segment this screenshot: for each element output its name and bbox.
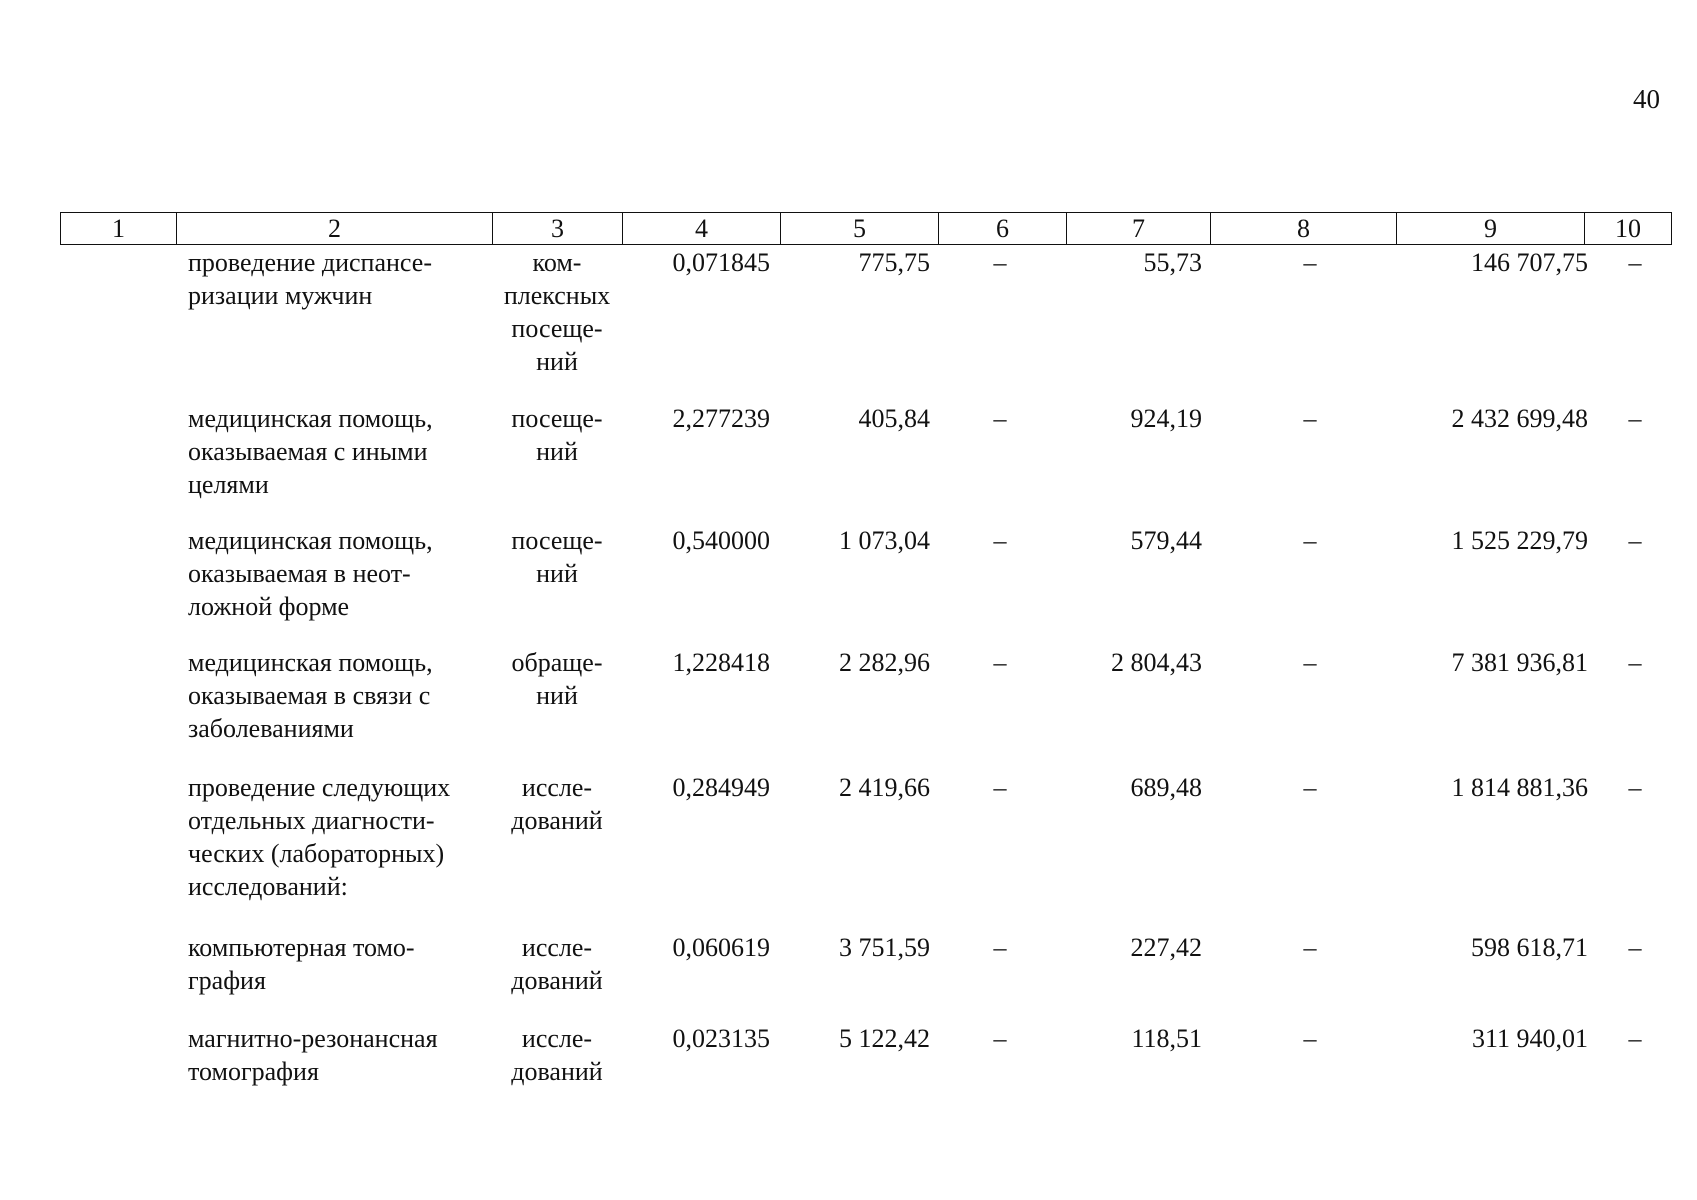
row-unit bbox=[496, 646, 618, 712]
cell-col-4: 0,071845 bbox=[672, 248, 770, 277]
cell-col-9: 7 381 936,81 bbox=[1451, 648, 1588, 677]
header-cell-2: 2 bbox=[177, 213, 493, 245]
unit-line: посеще- bbox=[511, 314, 603, 343]
cell-col-8: – bbox=[1303, 248, 1317, 277]
cell-col-6: – bbox=[993, 648, 1007, 677]
header-cell-5: 5 bbox=[781, 213, 939, 245]
name-line: заболеваниями bbox=[188, 714, 354, 743]
cell-col-7: 2 804,43 bbox=[1111, 648, 1202, 677]
cell-col-7: 689,48 bbox=[1130, 773, 1202, 802]
cell-col-4: 1,228418 bbox=[672, 648, 770, 677]
name-line: проведение диспансе- bbox=[188, 248, 432, 277]
name-line: магнитно-резонансная bbox=[188, 1024, 438, 1053]
row-unit bbox=[496, 931, 618, 997]
name-line: оказываемая в неот- bbox=[188, 559, 411, 588]
unit-line: посеще- bbox=[511, 404, 603, 433]
name-line: компьютерная томо- bbox=[188, 933, 415, 962]
name-line: ческих (лабораторных) bbox=[188, 839, 445, 868]
cell-col-10: – bbox=[1628, 404, 1642, 433]
cell-col-6: – bbox=[993, 773, 1007, 802]
cell-col-8: – bbox=[1303, 526, 1317, 555]
cell-col-5: 2 419,66 bbox=[839, 773, 930, 802]
row-name bbox=[188, 931, 480, 997]
row-name bbox=[188, 646, 480, 745]
cell-col-4: 0,023135 bbox=[672, 1024, 770, 1053]
unit-line: дований bbox=[511, 1057, 603, 1086]
cell-col-9: 2 432 699,48 bbox=[1451, 404, 1588, 433]
name-line: отдельных диагности- bbox=[188, 806, 435, 835]
name-line: ложной форме bbox=[188, 592, 350, 621]
name-line: медицинская помощь, bbox=[188, 648, 433, 677]
cell-col-10: – bbox=[1628, 248, 1642, 277]
unit-line: обраще- bbox=[511, 648, 603, 677]
header-cell-1: 1 bbox=[61, 213, 177, 245]
header-cell-4: 4 bbox=[623, 213, 781, 245]
cell-col-9: 598 618,71 bbox=[1471, 933, 1588, 962]
unit-line: иссле- bbox=[521, 773, 593, 802]
column-number-header bbox=[60, 212, 1672, 245]
header-cell-10: 10 bbox=[1585, 213, 1672, 245]
cell-col-10: – bbox=[1628, 1024, 1642, 1053]
unit-line: ний bbox=[536, 681, 578, 710]
name-line: медицинская помощь, bbox=[188, 526, 433, 555]
unit-line: ний bbox=[536, 559, 578, 588]
cell-col-6: – bbox=[993, 1024, 1007, 1053]
header-cell-6: 6 bbox=[939, 213, 1067, 245]
name-line: исследований: bbox=[188, 872, 348, 901]
unit-line: ний bbox=[536, 347, 578, 376]
name-line: графия bbox=[188, 966, 266, 995]
unit-line: иссле- bbox=[521, 933, 593, 962]
name-line: ризации мужчин bbox=[188, 281, 373, 310]
cell-col-4: 2,277239 bbox=[672, 404, 770, 433]
cell-col-10: – bbox=[1628, 648, 1642, 677]
cell-col-5: 5 122,42 bbox=[839, 1024, 930, 1053]
row-unit bbox=[496, 246, 618, 378]
unit-line: плексных bbox=[503, 281, 611, 310]
cell-col-6: – bbox=[993, 526, 1007, 555]
unit-line: иссле- bbox=[521, 1024, 593, 1053]
cell-col-4: 0,060619 bbox=[672, 933, 770, 962]
row-unit bbox=[496, 1022, 618, 1088]
cell-col-8: – bbox=[1303, 404, 1317, 433]
header-cell-7: 7 bbox=[1067, 213, 1211, 245]
cell-col-7: 55,73 bbox=[1143, 248, 1202, 277]
cell-col-6: – bbox=[993, 248, 1007, 277]
cell-col-8: – bbox=[1303, 933, 1317, 962]
unit-line: ком- bbox=[532, 248, 582, 277]
cell-col-4: 0,284949 bbox=[672, 773, 770, 802]
name-line: оказываемая в связи с bbox=[188, 681, 431, 710]
row-name bbox=[188, 402, 480, 501]
name-line: целями bbox=[188, 470, 269, 499]
name-line: томография bbox=[188, 1057, 319, 1086]
name-line: проведение следующих bbox=[188, 773, 451, 802]
unit-line: дований bbox=[511, 806, 603, 835]
cell-col-4: 0,540000 bbox=[672, 526, 770, 555]
cell-col-5: 2 282,96 bbox=[839, 648, 930, 677]
header-cell-9: 9 bbox=[1397, 213, 1585, 245]
row-name bbox=[188, 524, 480, 623]
header-cell-3: 3 bbox=[493, 213, 623, 245]
row-unit bbox=[496, 402, 618, 468]
cell-col-6: – bbox=[993, 404, 1007, 433]
cell-col-8: – bbox=[1303, 648, 1317, 677]
cell-col-7: 118,51 bbox=[1131, 1024, 1202, 1053]
name-line: медицинская помощь, bbox=[188, 404, 433, 433]
cell-col-8: – bbox=[1303, 773, 1317, 802]
page-number: 40 bbox=[1633, 84, 1660, 114]
row-name bbox=[188, 771, 480, 903]
cell-col-7: 924,19 bbox=[1130, 404, 1202, 433]
unit-line: посеще- bbox=[511, 526, 603, 555]
row-unit bbox=[496, 771, 618, 837]
cell-col-7: 579,44 bbox=[1130, 526, 1202, 555]
row-unit bbox=[496, 524, 618, 590]
cell-col-9: 1 525 229,79 bbox=[1451, 526, 1588, 555]
cell-col-10: – bbox=[1628, 773, 1642, 802]
row-name bbox=[188, 1022, 480, 1088]
cell-col-10: – bbox=[1628, 526, 1642, 555]
unit-line: ний bbox=[536, 437, 578, 466]
row-name bbox=[188, 246, 480, 312]
cell-col-5: 405,84 bbox=[858, 404, 930, 433]
cell-col-9: 311 940,01 bbox=[1471, 1024, 1588, 1053]
cell-col-5: 1 073,04 bbox=[839, 526, 930, 555]
name-line: оказываемая с иными bbox=[188, 437, 428, 466]
cell-col-9: 1 814 881,36 bbox=[1451, 773, 1588, 802]
unit-line: дований bbox=[511, 966, 603, 995]
cell-col-5: 3 751,59 bbox=[839, 933, 930, 962]
header-cell-8: 8 bbox=[1211, 213, 1397, 245]
cell-col-10: – bbox=[1628, 933, 1642, 962]
cell-col-7: 227,42 bbox=[1130, 933, 1202, 962]
cell-col-9: 146 707,75 bbox=[1471, 248, 1588, 277]
cell-col-5: 775,75 bbox=[858, 248, 930, 277]
cell-col-8: – bbox=[1303, 1024, 1317, 1053]
cell-col-6: – bbox=[993, 933, 1007, 962]
